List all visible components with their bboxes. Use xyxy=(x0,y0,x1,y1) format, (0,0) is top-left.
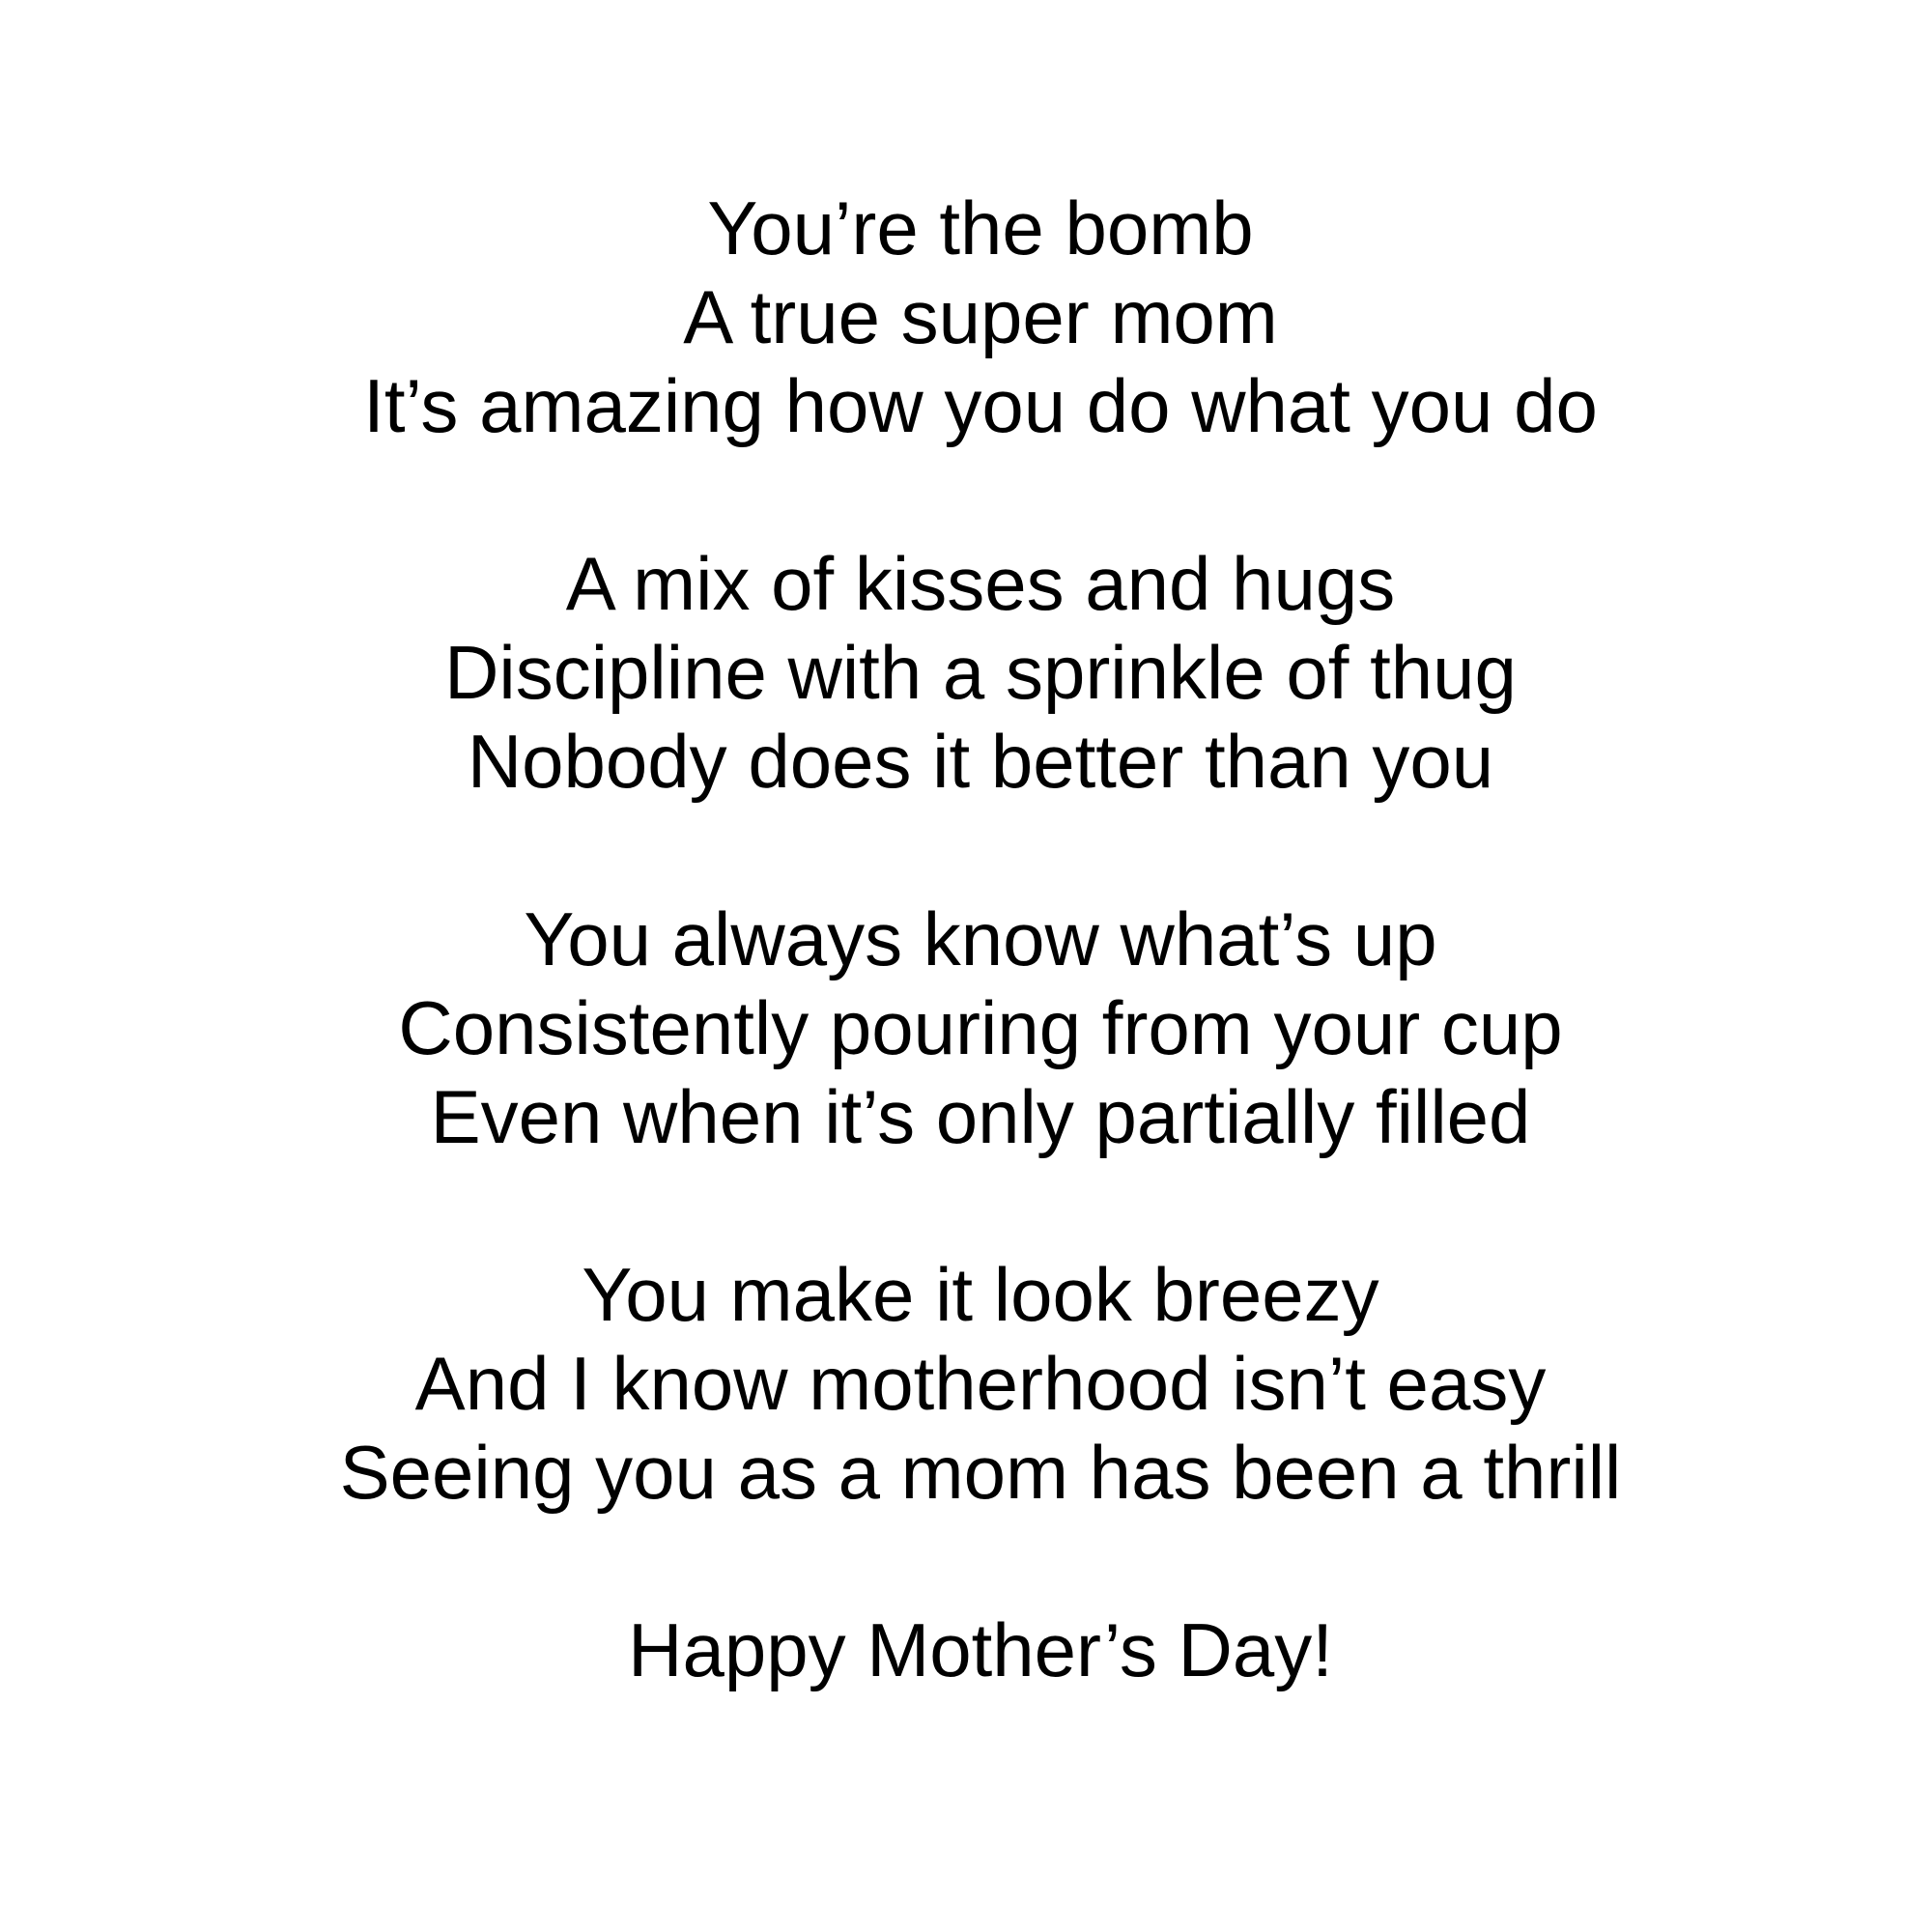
poem-line: Consistently pouring from your cup xyxy=(398,985,1563,1070)
stanza-3 xyxy=(0,895,1932,1161)
poem-line: A mix of kisses and hugs xyxy=(565,541,1396,626)
poem-line: Discipline with a sprinkle of thug xyxy=(444,630,1517,715)
poem-line: It’s amazing how you do what you do xyxy=(363,363,1598,448)
poem-line: Seeing you as a mom has been a thrill xyxy=(339,1430,1622,1515)
poem-line: You always know what’s up xyxy=(524,896,1437,981)
poem-line: And I know motherhood isn’t easy xyxy=(414,1341,1547,1426)
stanza-2 xyxy=(0,539,1932,806)
poem xyxy=(0,184,1932,1694)
closing-stanza xyxy=(0,1605,1932,1694)
poem-line: Nobody does it better than you xyxy=(467,719,1494,804)
poem-line: A true super mom xyxy=(683,274,1278,359)
poem-line: You make it look breezy xyxy=(582,1252,1379,1337)
stanza-1 xyxy=(0,184,1932,450)
stanza-4 xyxy=(0,1250,1932,1517)
poem-line: Even when it’s only partially filled xyxy=(430,1074,1531,1159)
closing-greeting: Happy Mother’s Day! xyxy=(628,1607,1333,1692)
poem-line: You’re the bomb xyxy=(707,185,1254,270)
